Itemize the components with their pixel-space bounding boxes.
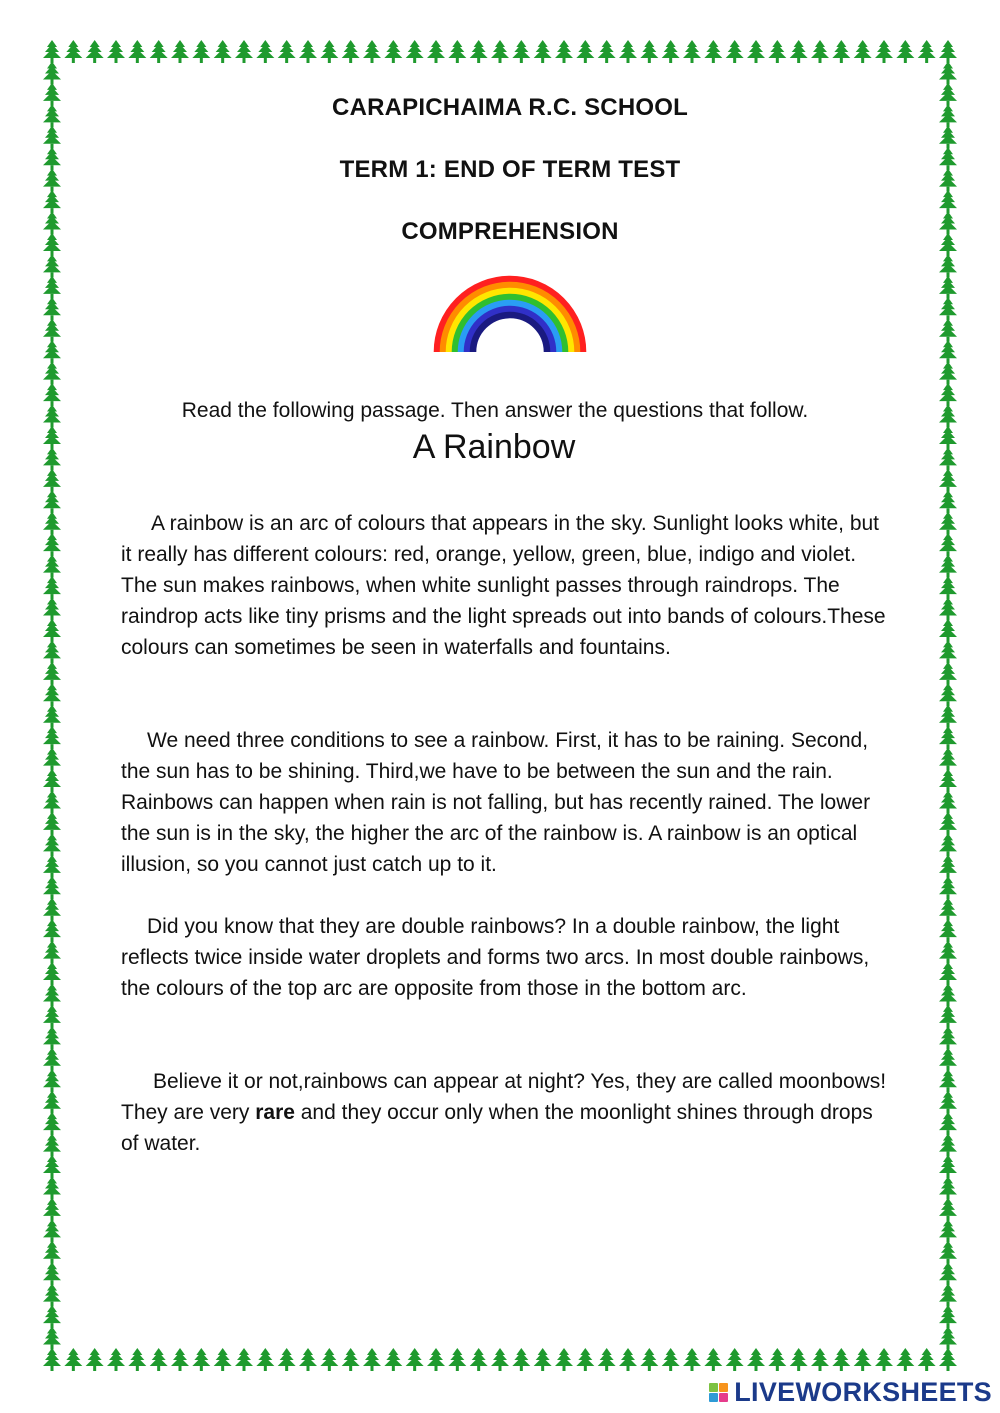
christmas-tree-icon bbox=[939, 512, 957, 535]
christmas-tree-icon bbox=[726, 1348, 744, 1371]
christmas-tree-icon bbox=[43, 1069, 61, 1092]
christmas-tree-icon bbox=[86, 1348, 104, 1371]
christmas-tree-icon bbox=[43, 576, 61, 599]
christmas-tree-icon bbox=[939, 790, 957, 813]
christmas-tree-icon bbox=[512, 40, 530, 63]
christmas-tree-icon bbox=[939, 469, 957, 492]
christmas-tree-icon bbox=[662, 1348, 680, 1371]
christmas-tree-icon bbox=[43, 490, 61, 513]
christmas-tree-icon bbox=[256, 40, 274, 63]
school-name: CARAPICHAIMA R.C. SCHOOL bbox=[332, 94, 688, 121]
christmas-tree-icon bbox=[299, 40, 317, 63]
christmas-tree-icon bbox=[43, 1284, 61, 1307]
christmas-tree-icon bbox=[939, 126, 957, 149]
christmas-tree-icon bbox=[683, 1348, 701, 1371]
christmas-tree-icon bbox=[939, 1284, 957, 1307]
christmas-tree-icon bbox=[43, 1026, 61, 1049]
christmas-tree-icon bbox=[896, 40, 914, 63]
christmas-tree-icon bbox=[939, 748, 957, 771]
christmas-tree-icon bbox=[918, 40, 936, 63]
christmas-tree-icon bbox=[939, 1348, 957, 1371]
christmas-tree-icon bbox=[832, 1348, 850, 1371]
christmas-tree-icon bbox=[43, 790, 61, 813]
christmas-tree-icon bbox=[491, 40, 509, 63]
christmas-tree-icon bbox=[939, 1176, 957, 1199]
christmas-tree-icon bbox=[107, 1348, 125, 1371]
christmas-tree-icon bbox=[43, 1005, 61, 1028]
christmas-tree-icon bbox=[64, 1348, 82, 1371]
christmas-tree-icon bbox=[640, 40, 658, 63]
logo-square bbox=[709, 1393, 718, 1402]
christmas-tree-icon bbox=[363, 40, 381, 63]
christmas-tree-icon bbox=[875, 40, 893, 63]
christmas-tree-icon bbox=[43, 533, 61, 556]
christmas-tree-icon bbox=[768, 1348, 786, 1371]
christmas-tree-icon bbox=[811, 40, 829, 63]
christmas-tree-icon bbox=[939, 1327, 957, 1350]
rainbow-icon bbox=[430, 272, 590, 354]
christmas-tree-icon bbox=[939, 983, 957, 1006]
christmas-tree-icon bbox=[854, 1348, 872, 1371]
christmas-tree-icon bbox=[939, 276, 957, 299]
christmas-tree-icon bbox=[448, 40, 466, 63]
christmas-tree-icon bbox=[939, 1198, 957, 1221]
christmas-tree-icon bbox=[939, 362, 957, 385]
christmas-tree-icon bbox=[939, 619, 957, 642]
passage-paragraph-4 bbox=[121, 1066, 891, 1159]
christmas-tree-icon bbox=[43, 812, 61, 835]
christmas-tree-icon bbox=[43, 1134, 61, 1157]
christmas-tree-icon bbox=[43, 833, 61, 856]
instructions: Read the following passage. Then answer the questions that follow. bbox=[181, 399, 809, 422]
passage-paragraph-2: We need three conditions to see a rainbow. First, it has to be raining. Second, the sun has to be shining. Third,we have to be between the sun and the rain. Rainbows can happen when rain is not falling, but has recently rained. The lower the sun is in the sky, the higher the arc of the rainbow is. A rainbow is an optical illusion, so you cannot just catch up to it. bbox=[121, 729, 871, 876]
christmas-tree-icon bbox=[939, 1091, 957, 1114]
christmas-tree-icon bbox=[939, 855, 957, 878]
christmas-tree-icon bbox=[43, 598, 61, 621]
christmas-tree-icon bbox=[406, 40, 424, 63]
christmas-tree-icon bbox=[43, 662, 61, 685]
christmas-tree-icon bbox=[939, 490, 957, 513]
christmas-tree-icon bbox=[939, 533, 957, 556]
christmas-tree-icon bbox=[704, 1348, 722, 1371]
christmas-tree-icon bbox=[43, 705, 61, 728]
christmas-tree-icon bbox=[939, 683, 957, 706]
christmas-tree-icon bbox=[43, 512, 61, 535]
christmas-tree-icon bbox=[939, 1305, 957, 1328]
christmas-tree-icon bbox=[320, 40, 338, 63]
christmas-tree-icon bbox=[939, 1069, 957, 1092]
christmas-tree-icon bbox=[214, 40, 232, 63]
christmas-tree-icon bbox=[299, 1348, 317, 1371]
christmas-tree-icon bbox=[107, 40, 125, 63]
christmas-tree-icon bbox=[939, 962, 957, 985]
christmas-tree-icon bbox=[86, 40, 104, 63]
christmas-tree-icon bbox=[43, 1327, 61, 1350]
christmas-tree-icon bbox=[43, 555, 61, 578]
christmas-tree-icon bbox=[939, 40, 957, 63]
christmas-tree-icon bbox=[43, 748, 61, 771]
christmas-tree-icon bbox=[235, 40, 253, 63]
christmas-tree-icon bbox=[640, 1348, 658, 1371]
christmas-tree-icon bbox=[43, 941, 61, 964]
christmas-tree-icon bbox=[939, 726, 957, 749]
christmas-tree-icon bbox=[278, 1348, 296, 1371]
liveworksheets-logo bbox=[709, 1375, 992, 1409]
christmas-tree-icon bbox=[939, 705, 957, 728]
christmas-tree-icon bbox=[150, 1348, 168, 1371]
christmas-tree-icon bbox=[43, 319, 61, 342]
christmas-tree-icon bbox=[43, 683, 61, 706]
christmas-tree-icon bbox=[43, 61, 61, 84]
christmas-tree-icon bbox=[939, 190, 957, 213]
christmas-tree-icon bbox=[43, 769, 61, 792]
christmas-tree-icon bbox=[854, 40, 872, 63]
christmas-tree-icon bbox=[43, 1348, 61, 1371]
subject-title: COMPREHENSION bbox=[401, 218, 619, 245]
christmas-tree-icon bbox=[43, 876, 61, 899]
christmas-tree-icon bbox=[427, 1348, 445, 1371]
christmas-tree-icon bbox=[214, 1348, 232, 1371]
christmas-tree-icon bbox=[726, 40, 744, 63]
christmas-tree-icon bbox=[171, 1348, 189, 1371]
christmas-tree-icon bbox=[43, 190, 61, 213]
christmas-tree-icon bbox=[939, 941, 957, 964]
christmas-tree-icon bbox=[939, 598, 957, 621]
christmas-tree-icon bbox=[875, 1348, 893, 1371]
christmas-tree-icon bbox=[939, 1005, 957, 1028]
christmas-tree-icon bbox=[747, 1348, 765, 1371]
christmas-tree-icon bbox=[832, 40, 850, 63]
christmas-tree-icon bbox=[939, 919, 957, 942]
christmas-tree-icon bbox=[619, 1348, 637, 1371]
christmas-tree-icon bbox=[939, 1262, 957, 1285]
christmas-tree-icon bbox=[43, 340, 61, 363]
christmas-tree-icon bbox=[406, 1348, 424, 1371]
christmas-tree-icon bbox=[555, 40, 573, 63]
christmas-tree-icon bbox=[43, 126, 61, 149]
logo-square bbox=[719, 1393, 728, 1402]
paragraph-4-text: Believe it or not,rainbows can appear at night? Yes, they are called moonbows! They are very bbox=[121, 1070, 887, 1124]
christmas-tree-icon bbox=[43, 619, 61, 642]
christmas-tree-icon bbox=[363, 1348, 381, 1371]
christmas-tree-icon bbox=[576, 1348, 594, 1371]
test-title: TERM 1: END OF TERM TEST bbox=[339, 156, 681, 183]
paragraph-4-text-end: and they occur only when the moonlight shines through drops of water. bbox=[121, 1101, 873, 1155]
christmas-tree-icon bbox=[128, 1348, 146, 1371]
christmas-tree-icon bbox=[491, 1348, 509, 1371]
christmas-tree-icon bbox=[43, 1305, 61, 1328]
christmas-tree-icon bbox=[43, 919, 61, 942]
christmas-tree-icon bbox=[470, 1348, 488, 1371]
christmas-tree-icon bbox=[342, 40, 360, 63]
christmas-tree-icon bbox=[320, 1348, 338, 1371]
christmas-tree-icon bbox=[790, 1348, 808, 1371]
logo-text: LIVEWORKSHEETS bbox=[734, 1376, 992, 1407]
christmas-tree-icon bbox=[619, 40, 637, 63]
christmas-tree-icon bbox=[939, 1048, 957, 1071]
christmas-tree-icon bbox=[342, 1348, 360, 1371]
christmas-tree-icon bbox=[43, 254, 61, 277]
christmas-tree-icon bbox=[662, 40, 680, 63]
christmas-tree-icon bbox=[747, 40, 765, 63]
christmas-tree-icon bbox=[43, 1219, 61, 1242]
christmas-tree-icon bbox=[235, 1348, 253, 1371]
christmas-tree-icon bbox=[43, 1198, 61, 1221]
passage-paragraph-1: A rainbow is an arc of colours that appears in the sky. Sunlight looks white, but it really has different colours: red, orange, yellow, green, blue, indigo and violet. The sun makes rainbows, when white sunlight passes through raindrops. The raindrop acts like tiny prisms and the light spreads out into bands of colours.These colours can sometimes be seen in waterfalls and fountains. bbox=[121, 512, 886, 659]
logo-squares-icon bbox=[709, 1383, 728, 1402]
logo-square bbox=[709, 1383, 718, 1392]
christmas-tree-icon bbox=[384, 1348, 402, 1371]
christmas-tree-icon bbox=[939, 1155, 957, 1178]
story-title: A Rainbow bbox=[412, 428, 576, 466]
christmas-tree-icon bbox=[384, 40, 402, 63]
christmas-tree-icon bbox=[939, 833, 957, 856]
christmas-tree-icon bbox=[598, 40, 616, 63]
christmas-tree-icon bbox=[939, 1134, 957, 1157]
christmas-tree-icon bbox=[939, 555, 957, 578]
christmas-tree-icon bbox=[939, 662, 957, 685]
christmas-tree-icon bbox=[43, 40, 61, 63]
christmas-tree-icon bbox=[43, 1155, 61, 1178]
christmas-tree-icon bbox=[939, 319, 957, 342]
christmas-tree-icon bbox=[939, 1112, 957, 1135]
christmas-tree-icon bbox=[43, 362, 61, 385]
christmas-tree-icon bbox=[43, 1048, 61, 1071]
christmas-tree-icon bbox=[192, 40, 210, 63]
christmas-tree-icon bbox=[939, 769, 957, 792]
christmas-tree-icon bbox=[534, 40, 552, 63]
christmas-tree-icon bbox=[704, 40, 722, 63]
christmas-tree-icon bbox=[939, 898, 957, 921]
christmas-tree-icon bbox=[278, 40, 296, 63]
christmas-tree-icon bbox=[939, 61, 957, 84]
christmas-tree-icon bbox=[64, 40, 82, 63]
christmas-tree-icon bbox=[939, 1219, 957, 1242]
christmas-tree-icon bbox=[43, 297, 61, 320]
christmas-tree-icon bbox=[43, 983, 61, 1006]
christmas-tree-icon bbox=[150, 40, 168, 63]
christmas-tree-icon bbox=[427, 40, 445, 63]
christmas-tree-icon bbox=[192, 1348, 210, 1371]
christmas-tree-icon bbox=[43, 1091, 61, 1114]
christmas-tree-icon bbox=[128, 40, 146, 63]
christmas-tree-icon bbox=[939, 297, 957, 320]
logo-square bbox=[719, 1383, 728, 1392]
christmas-tree-icon bbox=[768, 40, 786, 63]
christmas-tree-icon bbox=[448, 1348, 466, 1371]
christmas-tree-icon bbox=[256, 1348, 274, 1371]
christmas-tree-icon bbox=[939, 576, 957, 599]
christmas-tree-icon bbox=[43, 1176, 61, 1199]
christmas-tree-icon bbox=[576, 40, 594, 63]
christmas-tree-icon bbox=[939, 812, 957, 835]
christmas-tree-icon bbox=[598, 1348, 616, 1371]
christmas-tree-icon bbox=[939, 876, 957, 899]
christmas-tree-icon bbox=[939, 254, 957, 277]
christmas-tree-icon bbox=[43, 1241, 61, 1264]
christmas-tree-icon bbox=[512, 1348, 530, 1371]
christmas-tree-icon bbox=[939, 340, 957, 363]
christmas-tree-icon bbox=[43, 1262, 61, 1285]
christmas-tree-icon bbox=[43, 726, 61, 749]
christmas-tree-icon bbox=[683, 40, 701, 63]
christmas-tree-icon bbox=[43, 855, 61, 878]
passage-paragraph-3: Did you know that they are double rainbows? In a double rainbow, the light reflects twice inside water droplets and forms two arcs. In most double rainbows, the colours of the top arc are opposite from those in the bottom arc. bbox=[121, 915, 870, 1000]
christmas-tree-icon bbox=[939, 1241, 957, 1264]
christmas-tree-icon bbox=[534, 1348, 552, 1371]
christmas-tree-icon bbox=[896, 1348, 914, 1371]
christmas-tree-icon bbox=[939, 1026, 957, 1049]
christmas-tree-icon bbox=[171, 40, 189, 63]
christmas-tree-icon bbox=[43, 276, 61, 299]
christmas-tree-icon bbox=[790, 40, 808, 63]
christmas-tree-icon bbox=[918, 1348, 936, 1371]
christmas-tree-icon bbox=[939, 640, 957, 663]
christmas-tree-icon bbox=[555, 1348, 573, 1371]
bold-word-rare: rare bbox=[255, 1101, 295, 1124]
christmas-tree-icon bbox=[43, 898, 61, 921]
christmas-tree-icon bbox=[43, 469, 61, 492]
christmas-tree-icon bbox=[811, 1348, 829, 1371]
christmas-tree-icon bbox=[43, 1112, 61, 1135]
christmas-tree-icon bbox=[470, 40, 488, 63]
christmas-tree-icon bbox=[43, 962, 61, 985]
christmas-tree-icon bbox=[43, 640, 61, 663]
